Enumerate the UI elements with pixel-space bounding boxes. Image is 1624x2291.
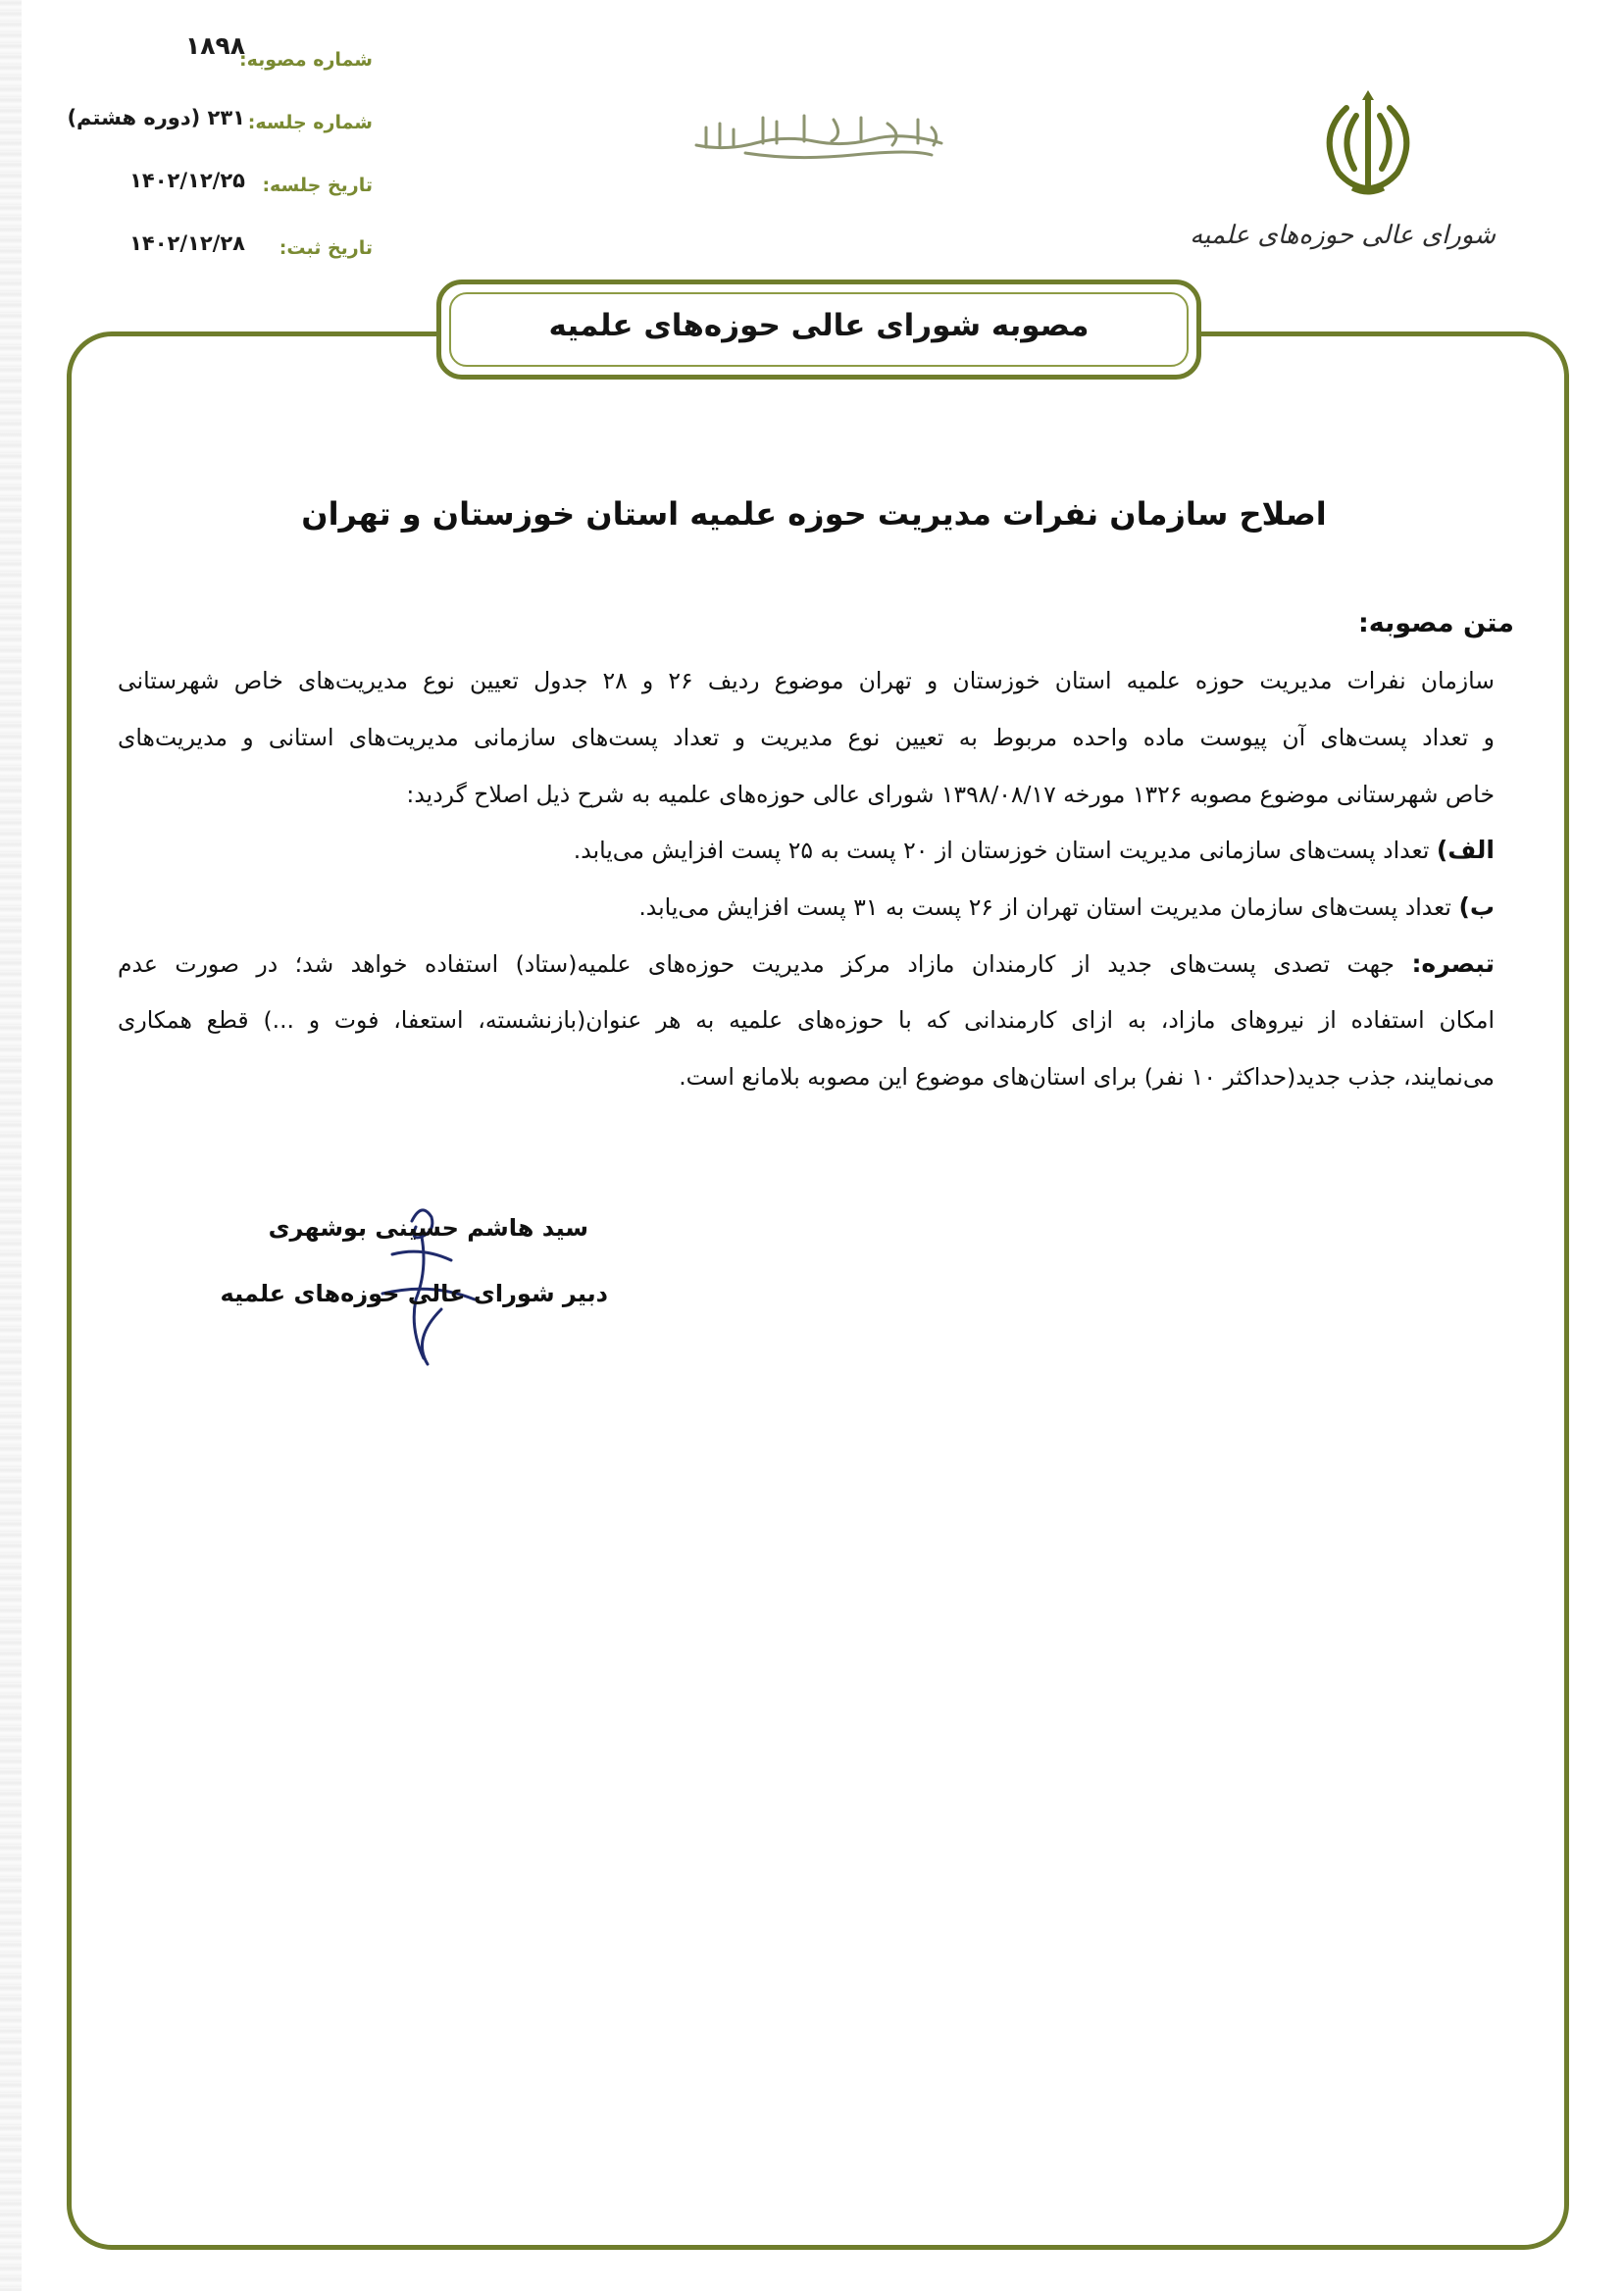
note-label: تبصره: (1411, 949, 1495, 978)
approval-number-row (59, 29, 392, 92)
item-b (118, 892, 1495, 921)
council-name: شورای عالی حوزه‌های علمیه (1190, 221, 1496, 250)
item-a (118, 836, 1495, 864)
header-title: مصوبه شورای عالی حوزه‌های علمیه (548, 308, 1090, 343)
item-a-label: الف) (1436, 836, 1495, 864)
session-number-row (59, 92, 392, 155)
registration-date-value: ۱۴۰۲/۱۲/۲۸ (129, 231, 245, 255)
document-title: اصلاح سازمان نفرات مدیریت حوزه علمیه استان خوزستان و تهران (301, 495, 1327, 533)
session-number-label: شماره جلسه: (247, 112, 373, 133)
session-number-value: ۲۳۱ (دوره هشتم) (67, 106, 245, 129)
note-line-3: می‌نمایند، جذب جدید(حداکثر ۱۰ نفر) برای استان‌های موضوع این مصوبه بلامانع است. (679, 1063, 1495, 1091)
session-date-value: ۱۴۰۲/۱۲/۲۵ (129, 169, 245, 192)
basmala-calligraphy (686, 106, 951, 165)
scan-edge-shadow (0, 0, 22, 2291)
approval-number-label: شماره مصوبه: (239, 49, 373, 71)
iran-emblem-icon (1309, 86, 1427, 204)
item-b-label: ب) (1458, 892, 1495, 921)
item-b-text: تعداد پست‌های سازمان مدیریت استان تهران از ۲۶ پست به ۳۱ پست افزایش می‌یابد. (638, 893, 1451, 921)
paragraph-line-3: خاص شهرستانی موضوع مصوبه ۱۳۲۶ مورخه ۱۳۹۸/۰۸/۱۷ شورای عالی حوزه‌های علمیه به شرح ذیل اصلاح گردید: (406, 781, 1495, 808)
signatory-title: دبیر شورای عالی حوزه‌های علمیه (220, 1280, 608, 1307)
section-heading: متن مصوبه: (1358, 608, 1514, 638)
document-meta (59, 29, 392, 280)
session-date-row (59, 155, 392, 218)
note-line-1 (118, 949, 1495, 978)
signatory-name: سید هاشم حسینی بوشهری (268, 1214, 588, 1242)
registration-date-row (59, 218, 392, 280)
note-line-2: امکان استفاده از نیروهای مازاد، به ازای کارمندانی که با حوزه‌های علمیه به هر عنوان(بازنشسته، استعفا، فوت و ...) قطع همکاری (118, 1006, 1495, 1034)
note-line-1-text: جهت تصدی پست‌های جدید از کارمندان مازاد مرکز مدیریت حوزه‌های علمیه(ستاد) استفاده خواهد شد؛ در صورت عدم (118, 950, 1395, 978)
approval-number-value: ۱۸۹۸ (184, 31, 245, 60)
header-box (436, 280, 1201, 380)
session-date-label: تاریخ جلسه: (262, 175, 373, 196)
paragraph-line-2: و تعداد پست‌های آن پیوست ماده واحده مربوط به تعیین نوع مدیریت و تعداد پست‌های سازمانی مدیریت‌های استانی و مدیریت‌های (118, 724, 1495, 751)
registration-date-label: تاریخ ثبت: (279, 237, 373, 259)
item-a-text: تعداد پست‌های سازمانی مدیریت استان خوزستان از ۲۰ پست به ۲۵ پست افزایش می‌یابد. (573, 837, 1430, 864)
paragraph-line-1: سازمان نفرات مدیریت حوزه علمیه استان خوزستان و تهران موضوع ردیف ۲۶ و ۲۸ جدول تعیین نوع مدیریت‌های خاص شهرستانی (118, 667, 1495, 694)
